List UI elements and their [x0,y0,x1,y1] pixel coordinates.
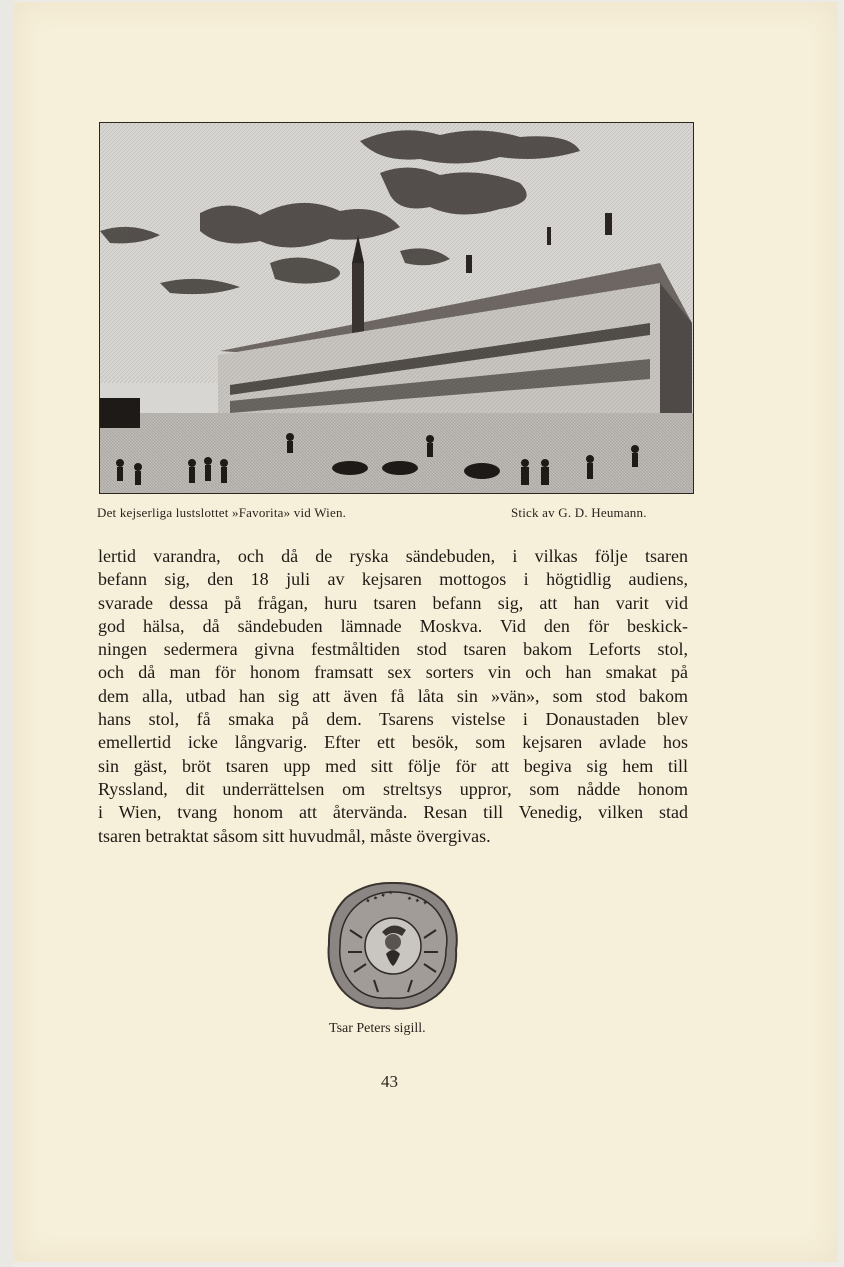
text-line: Ryssland, dit underrättelsen om streltsys uppror, som nådde honom [98,778,688,799]
page-number: 43 [381,1072,398,1091]
svg-text:✦ ✦ ✦: ✦ ✦ ✦ [405,894,429,908]
scan-edge [0,0,14,1267]
text-line: svarade dessa på frågan, huru tsaren befann sig, att han varit vid [98,592,688,613]
text-line: ningen sedermera givna festmåltiden stod tsaren bakom Leforts stol, [98,639,688,660]
text-line: befann sig, den 18 juli av kejsaren mottogos i högtidlig audiens, [98,569,688,590]
text-line: sin gäst, bröt tsaren upp med sitt följe för att begiva sig hem till [98,755,688,776]
text-line: hans stol, få smaka på dem. Tsarens vistelse i Donaustaden blev [98,709,688,730]
text-line: dem alla, utbad han sig att även få låta sin »vän», som stod bakom [98,685,688,706]
text-line: och då man för honom framsatt sex sorters vin och han smakat på [98,662,688,683]
figure-caption-title: Det kejserliga lustslottet »Favorita» vid Wien. [97,505,347,520]
figure-caption-credit: Stick av G. D. Heumann. [511,505,647,520]
seal-caption: Tsar Peters sigill. [329,1021,426,1036]
text-line: i Wien, tvang honom att återvända. Resan till Venedig, vilken stad [98,802,688,823]
engraving-favorita-palace [99,122,694,494]
text-line: lertid varandra, och då de ryska sändebuden, i vilkas följe tsaren [98,546,688,566]
text-line: god hälsa, då sändebuden lämnade Moskva. Vid den för beskick- [98,615,688,636]
tsar-seal-image [326,880,460,1012]
body-paragraph [98,545,688,848]
text-line: emellertid icke långvarig. Efter ett besök, som kejsaren avlade hos [98,732,688,753]
svg-text:✦ ✦ ✦ ✦: ✦ ✦ ✦ ✦ [363,888,396,906]
text-line: tsaren betraktat såsom sitt huvudmål, måste övergivas. [98,825,491,846]
